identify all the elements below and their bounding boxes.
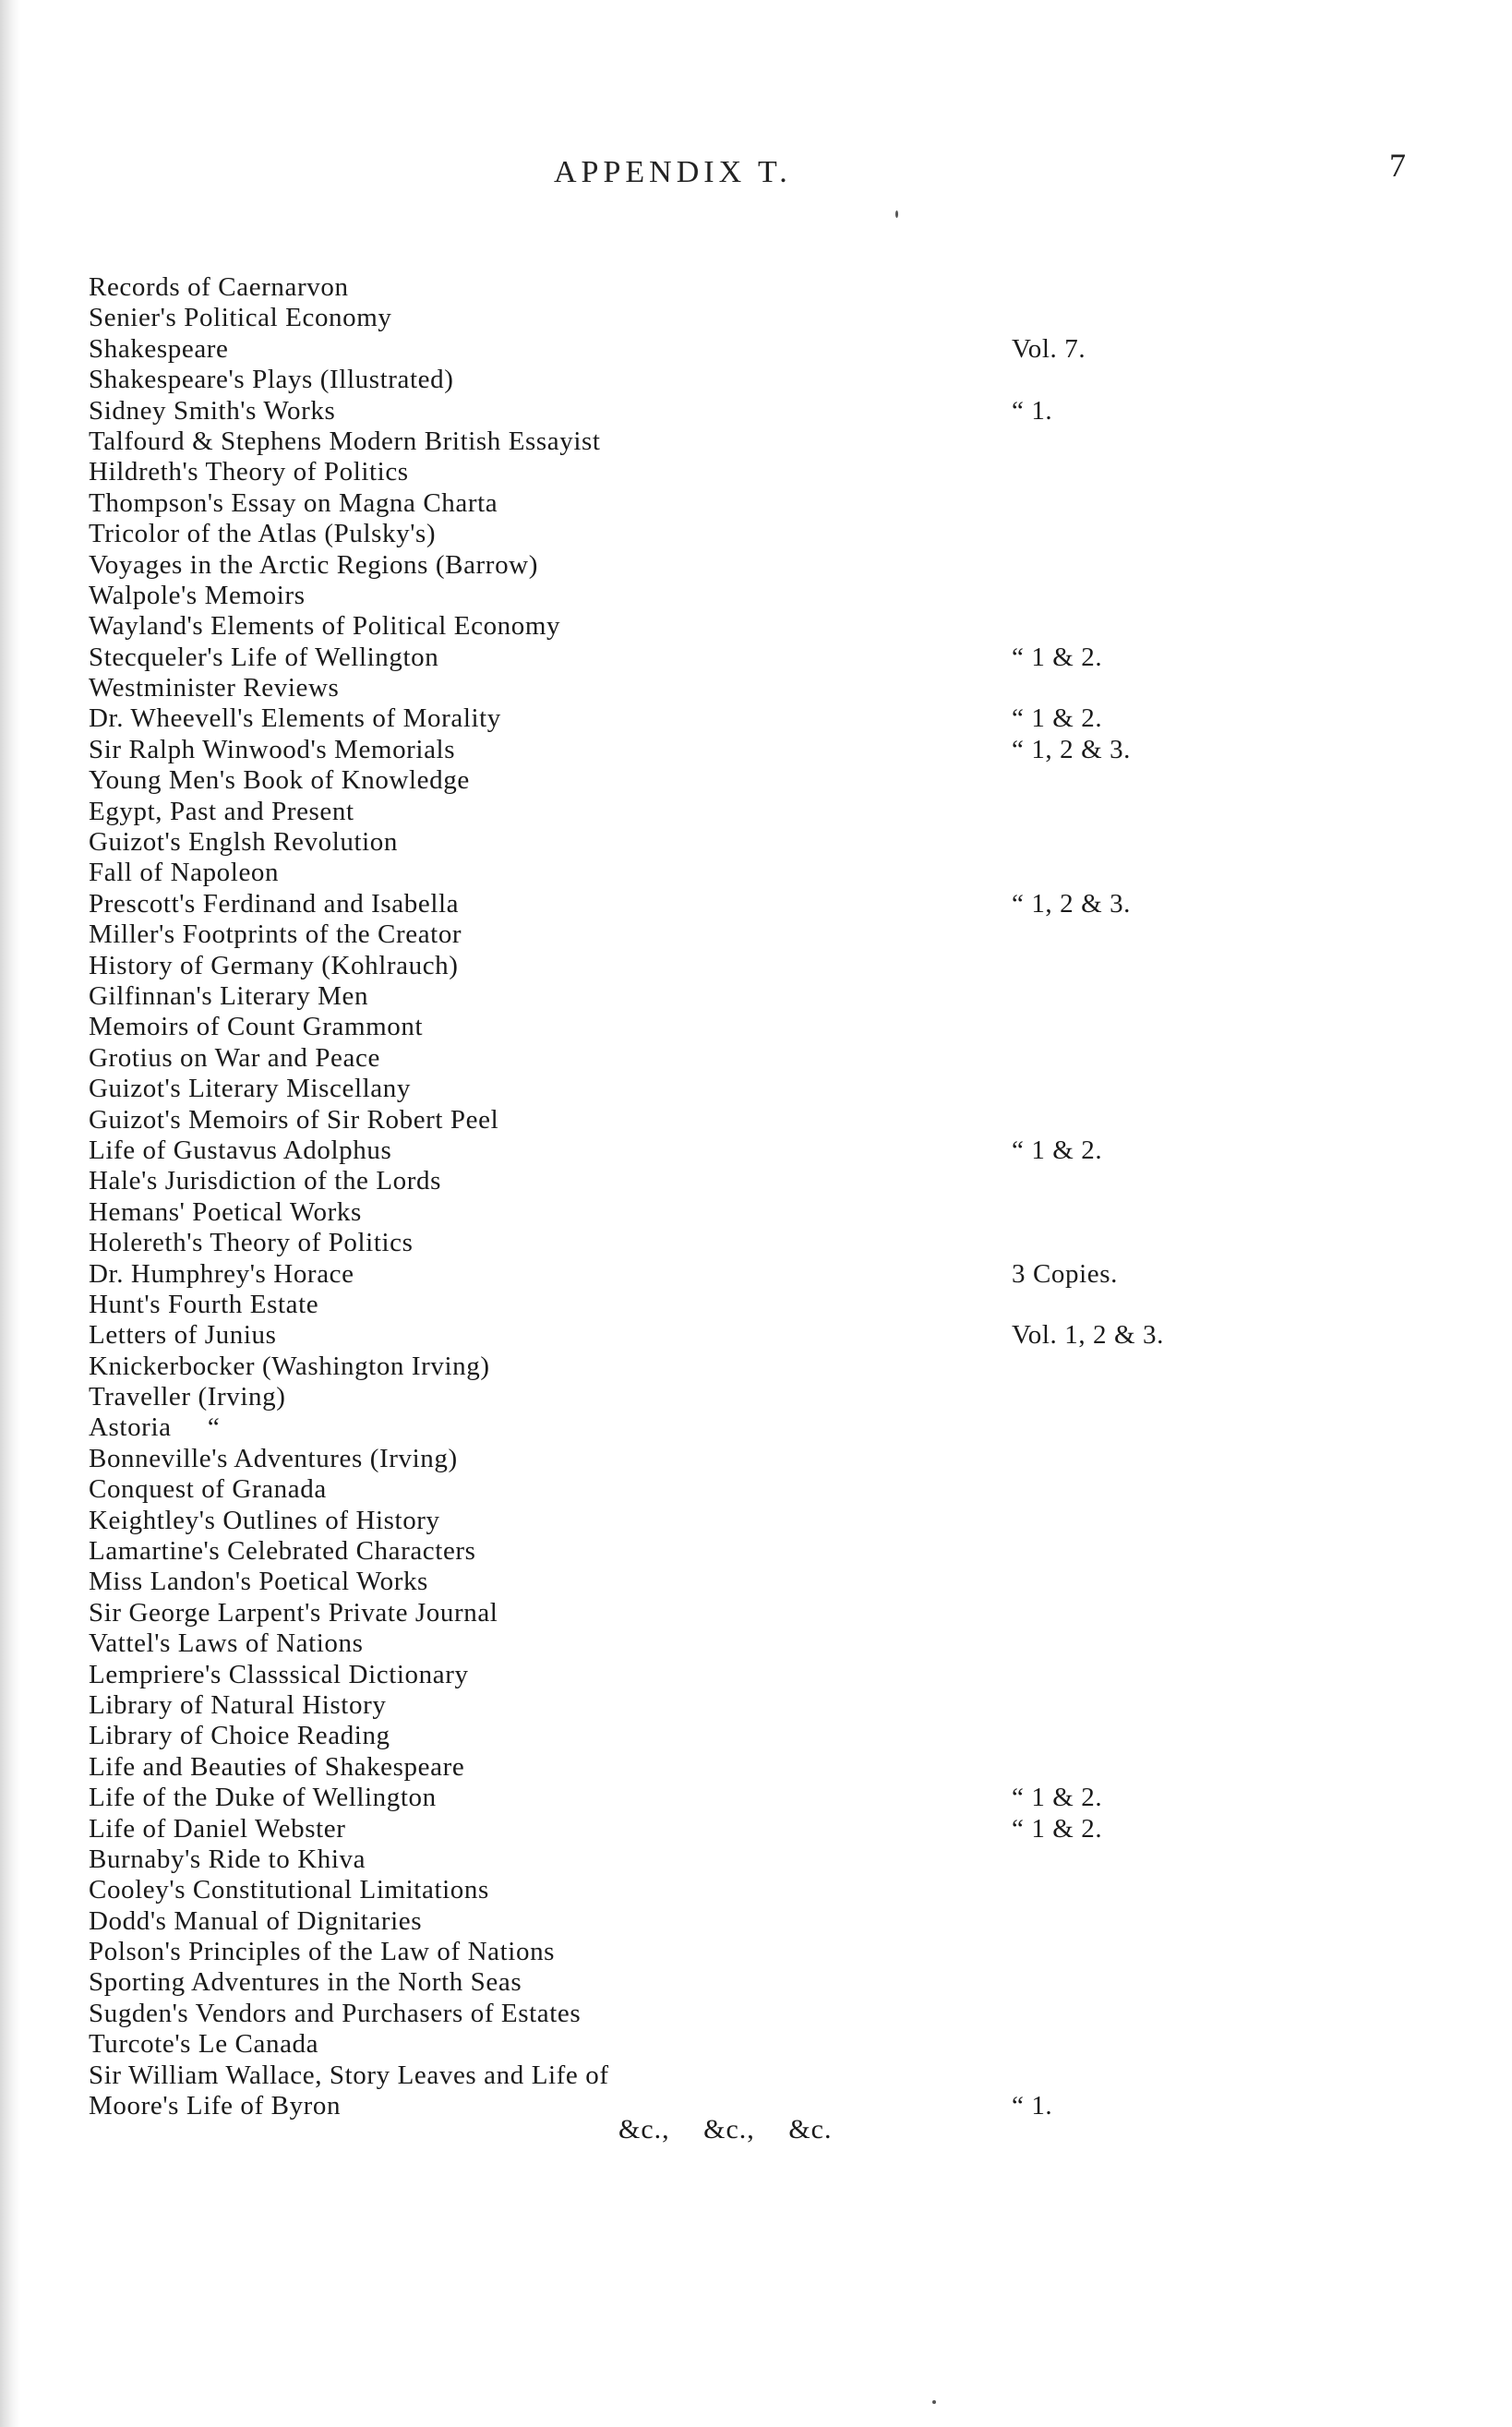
book-title: Keightley's Outlines of History <box>89 1505 440 1535</box>
book-title: Library of Natural History <box>89 1689 387 1720</box>
closing-etcetera <box>618 2114 858 2145</box>
list-item <box>89 1967 1381 1998</box>
book-title: Vattel's Laws of Nations <box>89 1628 364 1659</box>
book-title: Bonneville's Adventures (Irving) <box>89 1443 458 1473</box>
page-number: 7 <box>1389 147 1406 184</box>
book-title: Young Men's Book of Knowledge <box>89 765 470 796</box>
list-item <box>89 2029 1381 2060</box>
list-item <box>89 1536 1381 1567</box>
book-volumes: “ 1. <box>1012 2091 1053 2121</box>
book-title: Guizot's Memoirs of Sir Robert Peel <box>89 1104 499 1135</box>
book-title: Wayland's Elements of Political Economy <box>89 611 561 642</box>
list-item <box>89 951 1381 981</box>
book-title: Polson's Principles of the Law of Nations <box>89 1937 556 1967</box>
book-volumes: “ 1 & 2. <box>1012 703 1103 734</box>
list-item <box>89 396 1381 427</box>
book-title: Sporting Adventures in the North Seas <box>89 1967 522 1998</box>
list-item <box>89 488 1381 519</box>
list-item <box>89 1906 1381 1937</box>
list-item <box>89 735 1381 765</box>
list-item <box>89 1166 1381 1196</box>
list-item <box>89 1382 1381 1412</box>
list-item <box>89 703 1381 734</box>
book-title: Guizot's Englsh Revolution <box>89 827 398 858</box>
book-title: Dr. Wheevell's Elements of Morality <box>89 703 501 734</box>
book-title: Memoirs of Count Grammont <box>89 1012 424 1042</box>
book-volumes: “ 1 & 2. <box>1012 1783 1103 1813</box>
list-item <box>89 365 1381 395</box>
list-item <box>89 427 1381 457</box>
book-volumes: “ 1, 2 & 3. <box>1012 888 1132 919</box>
book-volumes: Vol. 1, 2 & 3. <box>1012 1320 1164 1351</box>
page-title: APPENDIX T. <box>554 155 792 189</box>
book-title: Walpole's Memoirs <box>89 580 306 610</box>
book-title: Hale's Jurisdiction of the Lords <box>89 1166 442 1196</box>
list-item <box>89 1814 1381 1844</box>
list-item <box>89 611 1381 642</box>
list-item <box>89 1875 1381 1905</box>
book-title: Shakespeare's Plays (Illustrated) <box>89 365 454 395</box>
book-title: Westminister Reviews <box>89 673 340 703</box>
book-title: Egypt, Past and Present <box>89 796 354 826</box>
scan-speck <box>895 210 898 218</box>
book-title: Lamartine's Celebrated Characters <box>89 1536 476 1567</box>
book-title: Hemans' Poetical Works <box>89 1196 362 1227</box>
list-item <box>89 1074 1381 1104</box>
list-item <box>89 1844 1381 1875</box>
list-item <box>89 858 1381 888</box>
book-title: Sidney Smith's Works <box>89 395 336 426</box>
book-title: Grotius on War and Peace <box>89 1042 380 1073</box>
list-item <box>89 1752 1381 1783</box>
book-title: Turcote's Le Canada <box>89 2029 319 2060</box>
list-item <box>89 919 1381 950</box>
list-item <box>89 1783 1381 1813</box>
book-title: Prescott's Ferdinand and Isabella <box>89 888 460 919</box>
book-title: Miller's Footprints of the Creator <box>89 919 462 950</box>
book-title: Life and Beauties of Shakespeare <box>89 1751 465 1782</box>
list-item <box>89 334 1381 365</box>
list-item <box>89 1352 1381 1382</box>
list-item <box>89 1660 1381 1690</box>
list-item <box>89 673 1381 703</box>
book-title: Astoria “ <box>89 1412 221 1443</box>
book-volumes: Vol. 7. <box>1012 333 1086 364</box>
list-item <box>89 519 1381 549</box>
book-title: Voyages in the Arctic Regions (Barrow) <box>89 549 538 580</box>
book-title: Cooley's Constitutional Limitations <box>89 1875 489 1905</box>
book-title: Stecqueler's Life of Wellington <box>89 642 439 672</box>
list-item <box>89 981 1381 1012</box>
book-title: Thompson's Essay on Magna Charta <box>89 487 498 518</box>
list-item <box>89 581 1381 611</box>
list-item <box>89 1444 1381 1474</box>
list-item <box>89 1320 1381 1351</box>
list-item <box>89 272 1381 303</box>
list-item <box>89 2061 1381 2091</box>
book-list <box>89 272 1381 2121</box>
list-item <box>89 457 1381 487</box>
book-title: Tricolor of the Atlas (Pulsky's) <box>89 519 437 549</box>
book-title: Holereth's Theory of Politics <box>89 1228 414 1258</box>
list-item <box>89 1290 1381 1320</box>
book-volumes: “ 1, 2 & 3. <box>1012 734 1132 764</box>
list-item <box>89 1721 1381 1751</box>
list-item <box>89 1628 1381 1659</box>
book-title: Miss Landon's Poetical Works <box>89 1567 428 1597</box>
list-item <box>89 765 1381 796</box>
list-item <box>89 1937 1381 1967</box>
book-title: Letters of Junius <box>89 1320 277 1351</box>
book-title: Talfourd & Stephens Modern British Essayist <box>89 426 601 456</box>
book-volumes: “ 1 & 2. <box>1012 1813 1103 1844</box>
book-title: Library of Choice Reading <box>89 1721 390 1751</box>
list-item <box>89 1135 1381 1166</box>
list-item <box>89 1412 1381 1443</box>
list-item <box>89 797 1381 827</box>
list-item <box>89 643 1381 673</box>
book-title: Life of Gustavus Adolphus <box>89 1135 392 1165</box>
book-title: Senier's Political Economy <box>89 303 392 333</box>
list-item <box>89 889 1381 919</box>
book-title: Fall of Napoleon <box>89 858 280 888</box>
book-title: Knickerbocker (Washington Irving) <box>89 1351 490 1381</box>
book-title: Dodd's Manual of Dignitaries <box>89 1905 423 1936</box>
scan-edge-shadow <box>0 0 20 2427</box>
list-item <box>89 1567 1381 1597</box>
list-item <box>89 827 1381 858</box>
book-title: Sir George Larpent's Private Journal <box>89 1597 498 1628</box>
book-volumes: “ 1 & 2. <box>1012 1135 1103 1165</box>
book-title: Traveller (Irving) <box>89 1382 286 1412</box>
list-item <box>89 550 1381 581</box>
list-item <box>89 303 1381 333</box>
book-title: Moore's Life of Byron <box>89 2091 342 2121</box>
book-title: Records of Caernarvon <box>89 272 349 302</box>
book-title: History of Germany (Kohlrauch) <box>89 950 459 980</box>
list-item <box>89 1043 1381 1074</box>
book-volumes: “ 1 & 2. <box>1012 642 1103 672</box>
etcetera-3: &c. <box>788 2114 833 2145</box>
list-item <box>89 1105 1381 1135</box>
list-item <box>89 1690 1381 1721</box>
etcetera-1: &c., <box>618 2114 670 2145</box>
book-title: Burnaby's Ride to Khiva <box>89 1844 366 1874</box>
book-title: Hunt's Fourth Estate <box>89 1289 319 1319</box>
book-title: Life of the Duke of Wellington <box>89 1783 437 1813</box>
etcetera-2: &c., <box>703 2114 755 2145</box>
book-title: Conquest of Granada <box>89 1474 327 1505</box>
list-item <box>89 1197 1381 1228</box>
book-title: Sir Ralph Winwood's Memorials <box>89 734 456 764</box>
book-title: Hildreth's Theory of Politics <box>89 457 409 487</box>
list-item <box>89 1259 1381 1290</box>
list-item <box>89 1228 1381 1258</box>
list-item <box>89 1474 1381 1505</box>
book-title: Sugden's Vendors and Purchasers of Estates <box>89 1998 582 2028</box>
book-volumes: “ 1. <box>1012 395 1053 426</box>
scan-speck <box>932 2400 936 2404</box>
book-title: Sir William Wallace, Story Leaves and Life of <box>89 2060 609 2090</box>
list-item <box>89 1999 1381 2029</box>
book-title: Lempriere's Classsical Dictionary <box>89 1659 469 1689</box>
book-title: Gilfinnan's Literary Men <box>89 980 369 1011</box>
book-title: Shakespeare <box>89 333 229 364</box>
book-title: Dr. Humphrey's Horace <box>89 1258 354 1289</box>
list-item <box>89 1598 1381 1628</box>
book-title: Guizot's Literary Miscellany <box>89 1074 411 1104</box>
book-volumes: 3 Copies. <box>1012 1258 1118 1289</box>
book-title: Life of Daniel Webster <box>89 1813 346 1844</box>
list-item <box>89 1012 1381 1042</box>
list-item <box>89 1506 1381 1536</box>
